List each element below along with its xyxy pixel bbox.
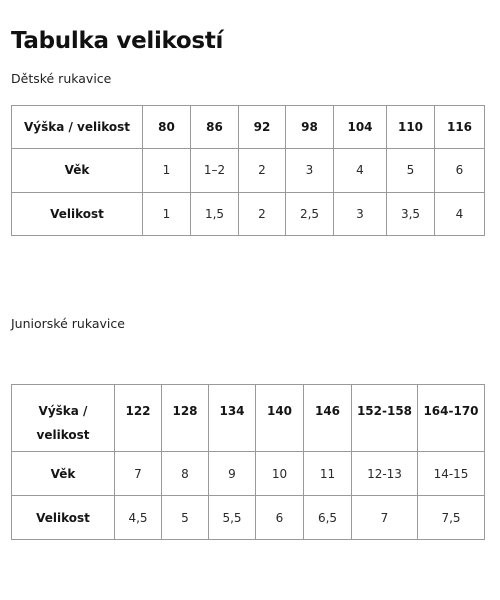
height-cell: 128 xyxy=(162,385,209,452)
table-cell: 5 xyxy=(162,496,209,540)
table-cell: 7 xyxy=(115,452,162,496)
junior-gloves-label: Juniorské rukavice xyxy=(11,316,125,331)
table-cell: 9 xyxy=(209,452,256,496)
height-cell: 104 xyxy=(334,106,387,149)
height-cell: 134 xyxy=(209,385,256,452)
table-cell: 6 xyxy=(435,149,485,192)
table-cell: 1,5 xyxy=(191,192,239,235)
height-cell: 98 xyxy=(286,106,334,149)
table-cell: 1–2 xyxy=(191,149,239,192)
height-cell: 116 xyxy=(435,106,485,149)
height-cell: 80 xyxy=(143,106,191,149)
row-label-age: Věk xyxy=(12,452,115,496)
table-cell: 7,5 xyxy=(418,496,485,540)
table-cell: 11 xyxy=(304,452,352,496)
junior-size-table xyxy=(11,384,485,540)
table-cell: 3,5 xyxy=(387,192,435,235)
table-row xyxy=(12,149,485,192)
table-cell: 6 xyxy=(256,496,304,540)
table-header-row xyxy=(12,385,485,452)
height-cell: 146 xyxy=(304,385,352,452)
header-label-cell: Výška / velikost xyxy=(12,385,115,452)
table-cell: 14-15 xyxy=(418,452,485,496)
table-cell: 8 xyxy=(162,452,209,496)
table-cell: 6,5 xyxy=(304,496,352,540)
table-cell: 4,5 xyxy=(115,496,162,540)
height-cell: 92 xyxy=(239,106,286,149)
height-cell: 140 xyxy=(256,385,304,452)
kids-size-table xyxy=(11,105,485,236)
table-cell: 1 xyxy=(143,192,191,235)
row-label-size: Velikost xyxy=(12,192,143,235)
table-cell: 3 xyxy=(286,149,334,192)
row-label-size: Velikost xyxy=(12,496,115,540)
table-cell: 2 xyxy=(239,192,286,235)
table-cell: 4 xyxy=(334,149,387,192)
table-header-row xyxy=(12,106,485,149)
table-cell: 4 xyxy=(435,192,485,235)
table-cell: 2,5 xyxy=(286,192,334,235)
table-cell: 1 xyxy=(143,149,191,192)
table-cell: 2 xyxy=(239,149,286,192)
height-cell: 110 xyxy=(387,106,435,149)
table-row xyxy=(12,496,485,540)
table-cell: 3 xyxy=(334,192,387,235)
table-cell: 10 xyxy=(256,452,304,496)
kids-gloves-label: Dětské rukavice xyxy=(11,71,112,86)
table-cell: 12-13 xyxy=(352,452,418,496)
header-label-cell: Výška / velikost xyxy=(12,106,143,149)
height-cell: 86 xyxy=(191,106,239,149)
height-cell: 122 xyxy=(115,385,162,452)
page-title: Tabulka velikostí xyxy=(11,28,224,54)
table-cell: 5,5 xyxy=(209,496,256,540)
row-label-age: Věk xyxy=(12,149,143,192)
table-cell: 7 xyxy=(352,496,418,540)
height-cell: 152-158 xyxy=(352,385,418,452)
table-row xyxy=(12,192,485,235)
height-cell: 164-170 xyxy=(418,385,485,452)
table-row xyxy=(12,452,485,496)
table-cell: 5 xyxy=(387,149,435,192)
